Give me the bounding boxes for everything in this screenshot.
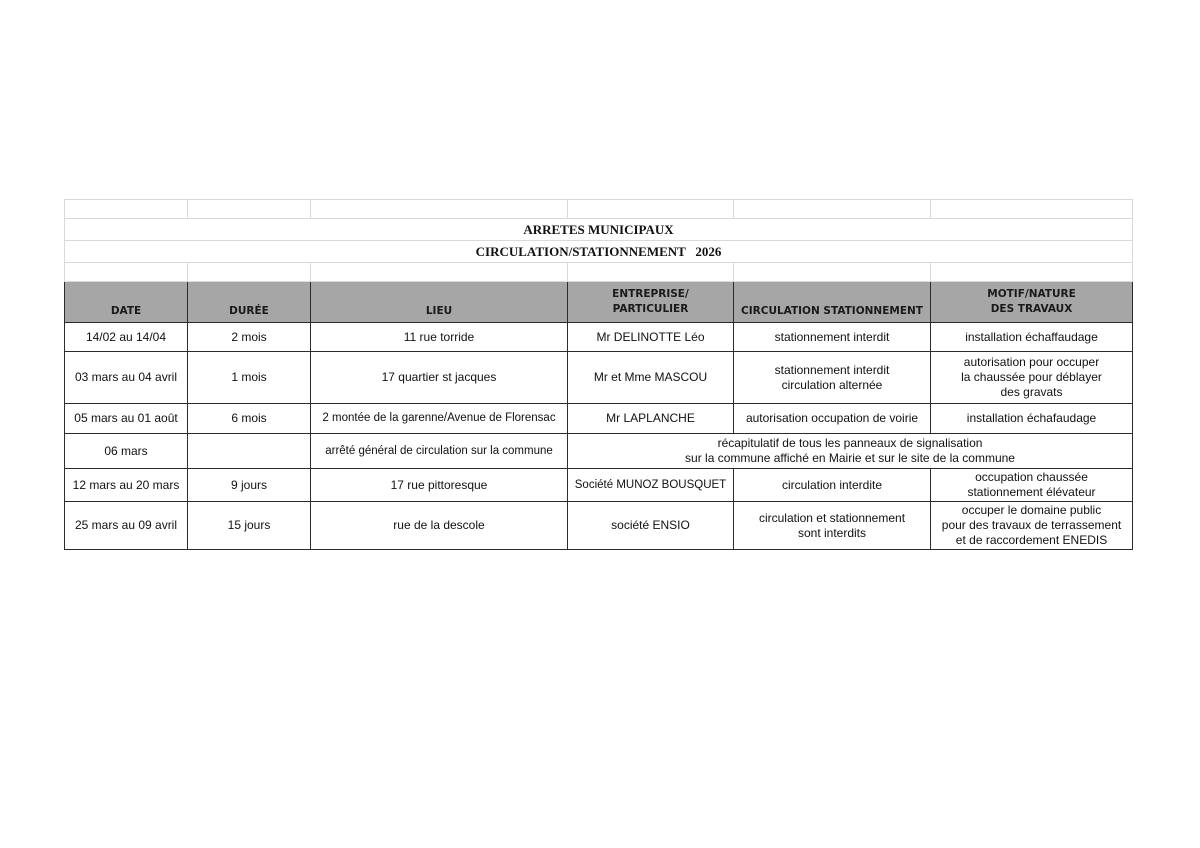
- header-circulation: CIRCULATION STATIONNEMENT: [734, 282, 931, 323]
- empty-cell: [188, 200, 311, 219]
- cell-lieu: arrêté général de circulation sur la commune: [311, 434, 568, 469]
- cell-circulation: stationnement interdit: [734, 323, 931, 352]
- document-sheet: [64, 199, 1132, 550]
- empty-cell: [188, 263, 311, 282]
- table-row: [65, 469, 1133, 502]
- spreadsheet-blank-row: [65, 263, 1133, 282]
- cell-circulation: circulation et stationnement sont interdits: [734, 502, 931, 550]
- subtitle-row: [65, 241, 1133, 263]
- cell-date: 03 mars au 04 avril: [65, 352, 188, 404]
- cell-duree: [188, 434, 311, 469]
- cell-date: 06 mars: [65, 434, 188, 469]
- cell-motif: installation échaffaudage: [931, 323, 1133, 352]
- table-row: [65, 404, 1133, 434]
- empty-cell: [931, 263, 1133, 282]
- cell-duree: 1 mois: [188, 352, 311, 404]
- cell-date: 14/02 au 14/04: [65, 323, 188, 352]
- table-header-row: [65, 282, 1133, 323]
- document-subtitle: CIRCULATION/STATIONNEMENT 2026: [65, 241, 1133, 263]
- cell-entreprise: Mr LAPLANCHE: [568, 404, 734, 434]
- cell-lieu: rue de la descole: [311, 502, 568, 550]
- table-row: [65, 434, 1133, 469]
- cell-date: 12 mars au 20 mars: [65, 469, 188, 502]
- cell-duree: 9 jours: [188, 469, 311, 502]
- cell-duree: 2 mois: [188, 323, 311, 352]
- cell-motif: occuper le domaine public pour des travaux de terrassement et de raccordement ENEDIS: [931, 502, 1133, 550]
- header-motif: MOTIF/NATURE DES TRAVAUX: [931, 282, 1133, 323]
- cell-motif: installation échafaudage: [931, 404, 1133, 434]
- cell-duree: 15 jours: [188, 502, 311, 550]
- empty-cell: [65, 200, 188, 219]
- empty-cell: [734, 200, 931, 219]
- cell-circulation: autorisation occupation de voirie: [734, 404, 931, 434]
- cell-entreprise: société ENSIO: [568, 502, 734, 550]
- cell-date: 05 mars au 01 août: [65, 404, 188, 434]
- cell-date: 25 mars au 09 avril: [65, 502, 188, 550]
- cell-entreprise: Mr DELINOTTE Léo: [568, 323, 734, 352]
- cell-motif: autorisation pour occuper la chaussée pour déblayer des gravats: [931, 352, 1133, 404]
- cell-circulation: stationnement interdit circulation alternée: [734, 352, 931, 404]
- header-duree: DURÉE: [188, 282, 311, 323]
- document-title: ARRETES MUNICIPAUX: [65, 219, 1133, 241]
- table-row: [65, 323, 1133, 352]
- empty-cell: [311, 263, 568, 282]
- empty-cell: [311, 200, 568, 219]
- table-row: [65, 352, 1133, 404]
- table-row: [65, 502, 1133, 550]
- cell-duree: 6 mois: [188, 404, 311, 434]
- header-date: DATE: [65, 282, 188, 323]
- empty-cell: [734, 263, 931, 282]
- cell-entreprise: Mr et Mme MASCOU: [568, 352, 734, 404]
- spreadsheet-blank-row: [65, 200, 1133, 219]
- cell-entreprise: Société MUNOZ BOUSQUET: [568, 469, 734, 502]
- cell-lieu: 17 quartier st jacques: [311, 352, 568, 404]
- cell-lieu: 2 montée de la garenne/Avenue de Florensac: [311, 404, 568, 434]
- empty-cell: [568, 263, 734, 282]
- arretes-table: [64, 199, 1133, 550]
- cell-lieu: 11 rue torride: [311, 323, 568, 352]
- cell-motif: occupation chaussée stationnement élévateur: [931, 469, 1133, 502]
- empty-cell: [568, 200, 734, 219]
- header-entreprise: ENTREPRISE/ PARTICULIER: [568, 282, 734, 323]
- cell-circulation: circulation interdite: [734, 469, 931, 502]
- title-row: [65, 219, 1133, 241]
- cell-lieu: 17 rue pittoresque: [311, 469, 568, 502]
- empty-cell: [65, 263, 188, 282]
- empty-cell: [931, 200, 1133, 219]
- cell-merged-note: récapitulatif de tous les panneaux de signalisation sur la commune affiché en Mairie et sur le site de la commune: [568, 434, 1133, 469]
- header-lieu: LIEU: [311, 282, 568, 323]
